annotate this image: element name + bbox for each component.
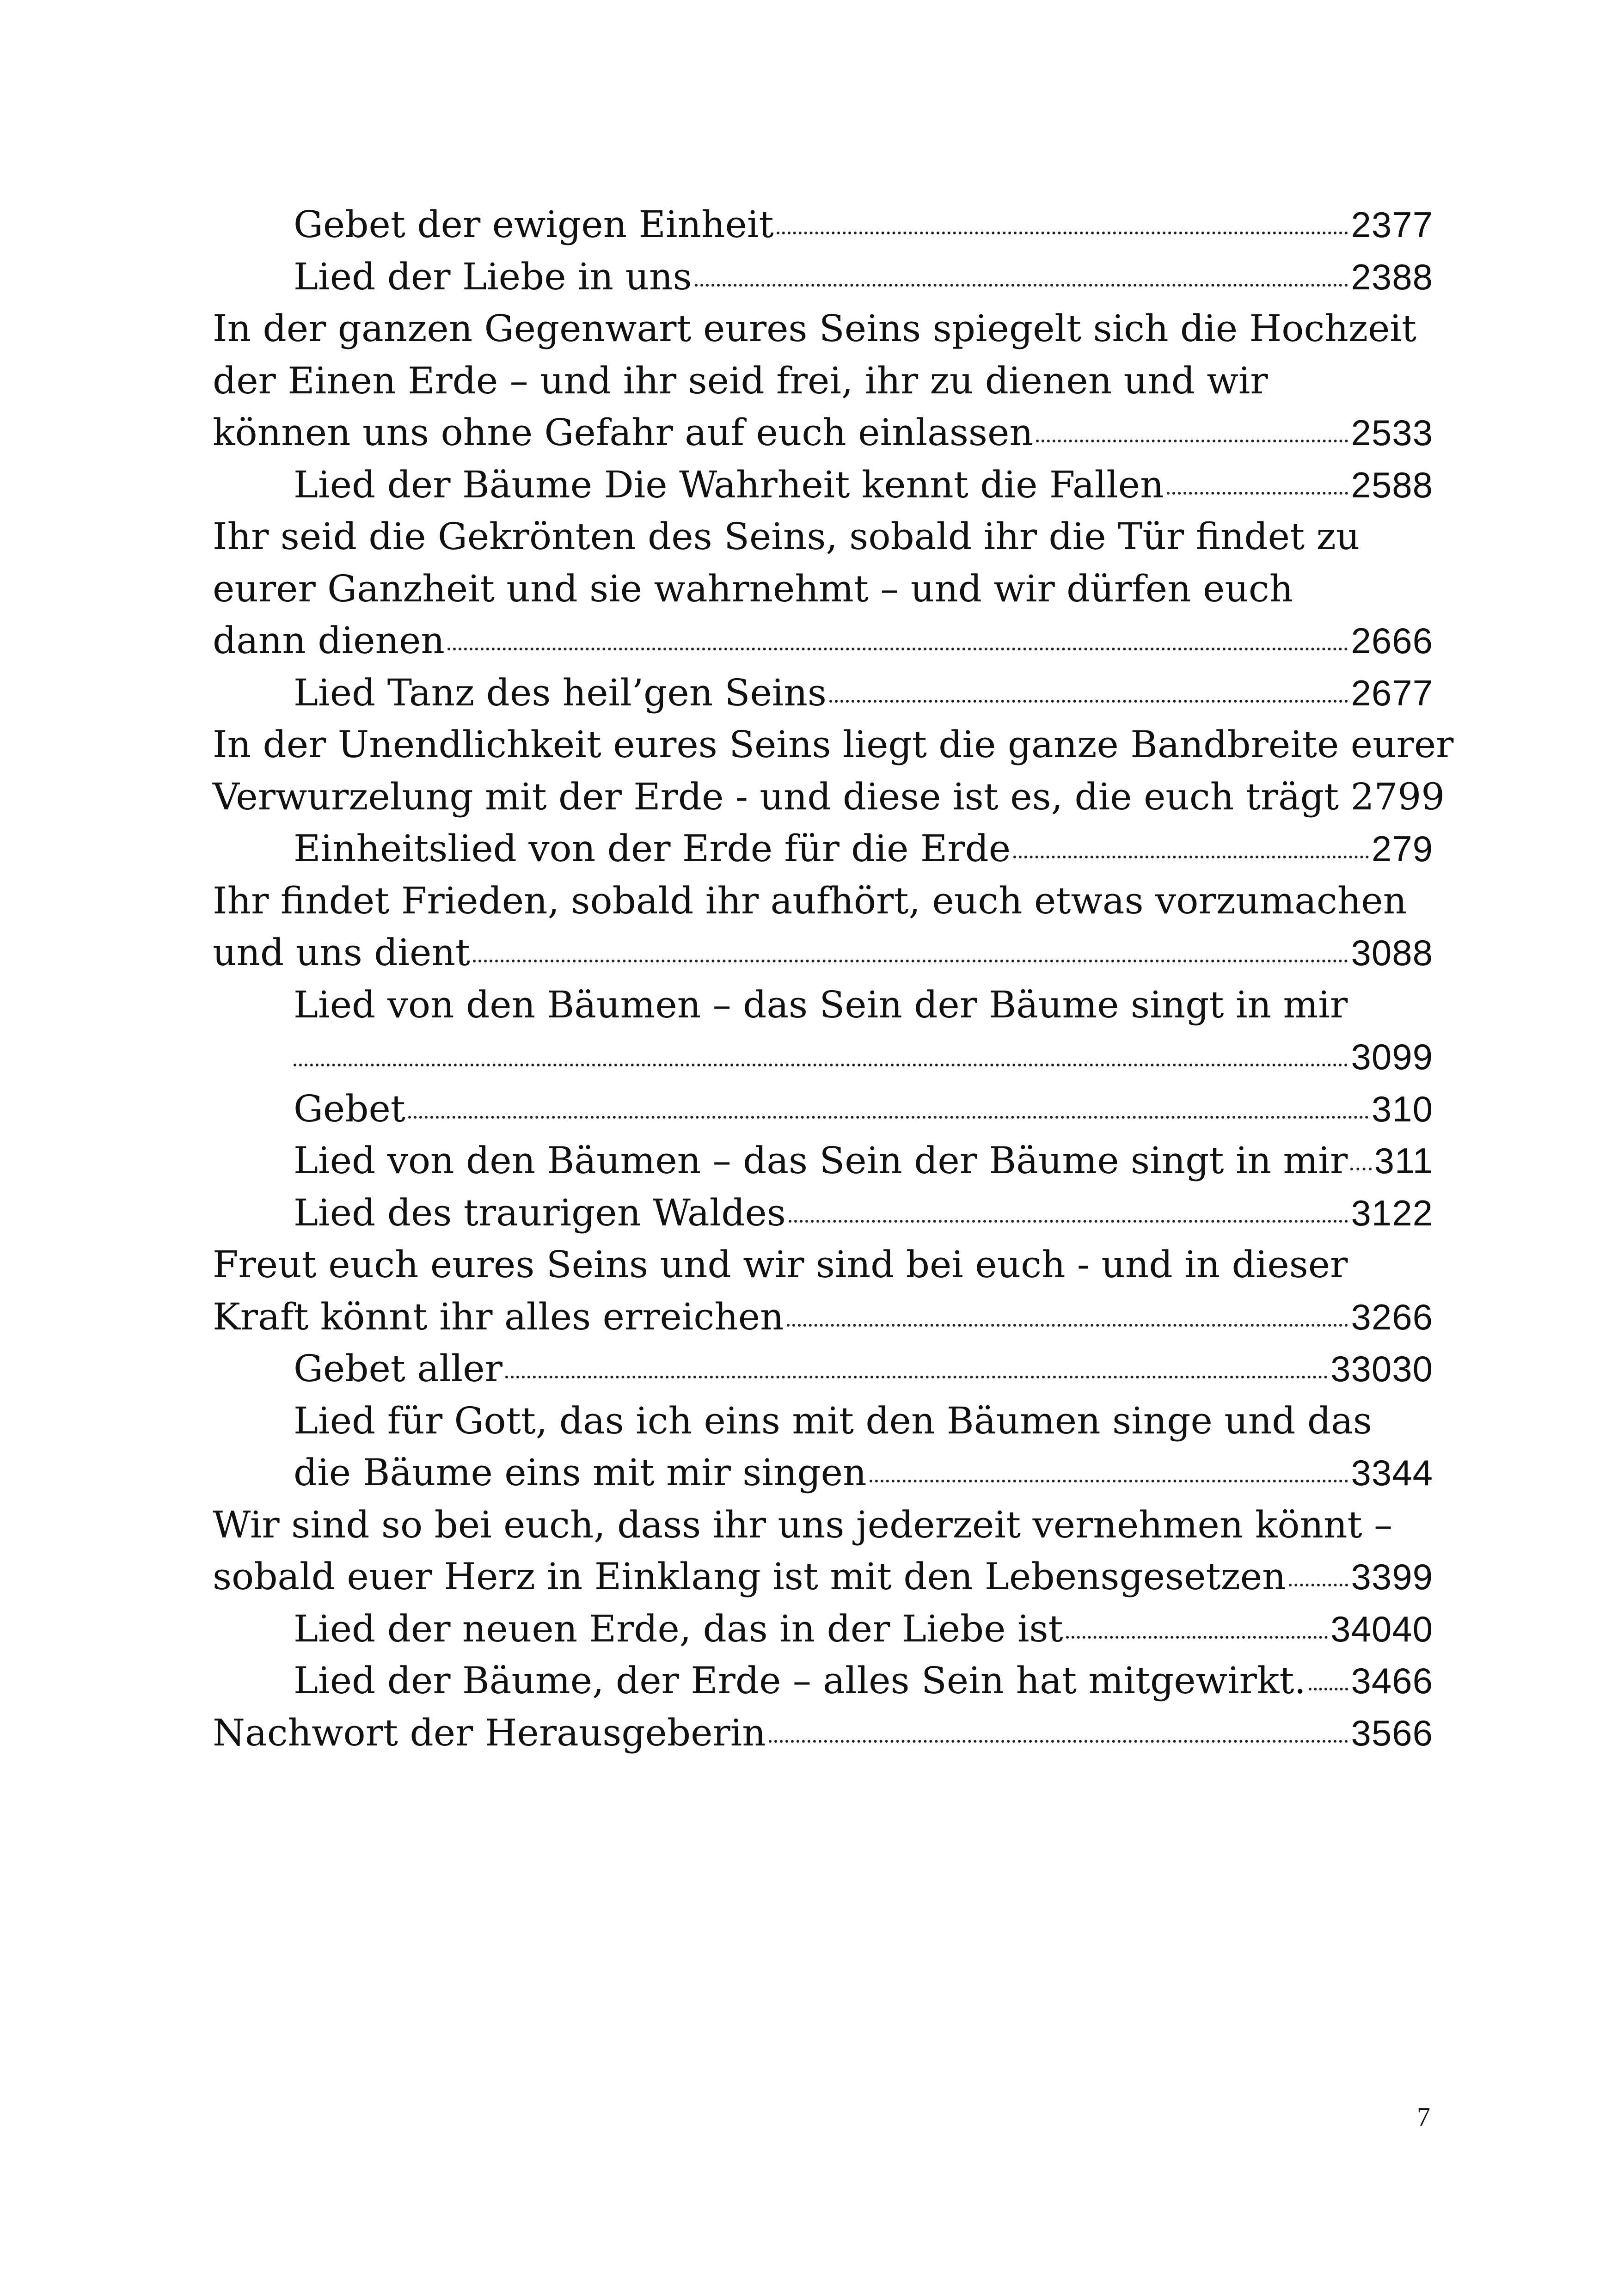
toc-entry [213, 1187, 1433, 1239]
toc-entry-title: können uns ohne Gefahr auf euch einlassen [213, 411, 1033, 454]
toc-entry-line [213, 511, 1433, 563]
toc-entry [213, 927, 1433, 979]
toc-page-number: 2666 [1351, 620, 1433, 661]
toc-page-number: 311 [1374, 1140, 1433, 1181]
toc-entry-title: Freut euch eures Seins und wir sind bei euch - und in dieser [213, 1243, 1348, 1286]
dot-leader [1036, 440, 1348, 442]
toc-entry-title: Lied Tanz des heil’gen Seins [294, 671, 827, 714]
toc-page-number: 3566 [1351, 1712, 1433, 1753]
toc-entry-line [213, 1499, 1433, 1551]
dot-leader [1289, 1584, 1348, 1586]
toc-entry-title: Verwurzelung mit der Erde - und diese ist es, die euch trägt 2799 [213, 775, 1445, 818]
toc-entry-line [213, 719, 1454, 771]
toc-entry-title: Lied von den Bäumen – das Sein der Bäume singt in mir [294, 1139, 1348, 1182]
dot-leader [294, 1064, 1348, 1066]
toc-entry-line [213, 1395, 1433, 1447]
toc-entry-title: Lied des traurigen Waldes [294, 1191, 786, 1234]
toc-page-number: 2533 [1351, 412, 1433, 453]
toc-entry-title: dann dienen [213, 619, 445, 662]
page-number: 7 [1417, 2102, 1430, 2132]
toc-entry-title: Gebet [294, 1087, 405, 1130]
toc-page-number: 3266 [1351, 1296, 1433, 1337]
toc-page-number: 3344 [1351, 1452, 1433, 1493]
toc-entry-title: Ihr seid die Gekrönten des Seins, sobald ihr die Tür findet zu [213, 515, 1360, 558]
toc-entry-line [213, 355, 1433, 407]
toc-entry [213, 1707, 1433, 1759]
toc-entry [213, 1603, 1433, 1655]
toc-page-number: 3099 [1351, 1036, 1433, 1077]
dot-leader [447, 648, 1348, 650]
toc-entry [213, 1655, 1433, 1707]
toc-page-number: 279 [1371, 828, 1433, 869]
toc-entry-title: Ihr findet Frieden, sobald ihr aufhört, euch etwas vorzumachen [213, 879, 1407, 922]
toc-entry-title: Kraft könnt ihr alles erreichen [213, 1295, 784, 1338]
toc-entry [213, 1291, 1433, 1343]
dot-leader [1066, 1636, 1328, 1639]
toc-entry-line [213, 1239, 1433, 1291]
toc-entry-title: die Bäume eins mit mir singen [294, 1451, 867, 1494]
toc-page-number: 34040 [1330, 1608, 1433, 1649]
toc-entry [213, 1447, 1433, 1499]
toc-entry-line [213, 875, 1433, 927]
toc-entry [213, 667, 1433, 719]
dot-leader [1309, 1688, 1348, 1690]
toc-entry [213, 1135, 1433, 1187]
toc-entry [213, 199, 1433, 251]
toc-entry-title: Lied von den Bäumen – das Sein der Bäume singt in mir [294, 983, 1348, 1026]
toc-entry [213, 1083, 1433, 1135]
dot-leader [829, 700, 1348, 703]
toc-page-number: 310 [1371, 1088, 1433, 1129]
toc-entry [213, 251, 1433, 303]
toc-page-number: 2677 [1351, 672, 1433, 713]
dot-leader [1167, 492, 1348, 495]
toc-page-number: 3466 [1351, 1660, 1433, 1701]
toc-entry-title: Gebet aller [294, 1347, 503, 1390]
toc-entry-title: Lied für Gott, das ich eins mit den Bäumen singe und das [294, 1399, 1372, 1442]
dot-leader [408, 1116, 1369, 1119]
toc-page-number: 3088 [1351, 932, 1433, 973]
toc-entry-title: Wir sind so bei euch, dass ihr uns jederzeit vernehmen könnt – [213, 1503, 1393, 1546]
toc-entry [213, 615, 1433, 667]
dot-leader [695, 284, 1348, 287]
toc-entry [213, 1343, 1433, 1395]
toc-page-number: 33030 [1330, 1348, 1433, 1389]
toc-entry-title: Lied der Bäume Die Wahrheit kennt die Fallen [294, 463, 1164, 506]
toc-entry [213, 823, 1433, 875]
dot-leader [870, 1480, 1348, 1482]
dot-leader [787, 1324, 1348, 1327]
toc-entry-line [213, 979, 1433, 1031]
toc-entry-title: In der ganzen Gegenwart eures Seins spiegelt sich die Hochzeit [213, 307, 1417, 350]
dot-leader [1013, 856, 1369, 858]
dot-leader [769, 1740, 1348, 1743]
toc-entry-line [213, 563, 1433, 615]
toc-page-number: 3399 [1351, 1556, 1433, 1597]
toc-entry-title: der Einen Erde – und ihr seid frei, ihr zu dienen und wir [213, 359, 1268, 402]
toc-entry [213, 1031, 1433, 1083]
toc-entry-title: Lied der Bäume, der Erde – alles Sein hat mitgewirkt. [294, 1659, 1306, 1702]
toc-entry-title: sobald euer Herz in Einklang ist mit den Lebensgesetzen [213, 1555, 1286, 1598]
toc-page-number: 2588 [1351, 464, 1433, 505]
table-of-contents [213, 199, 1454, 1759]
dot-leader [777, 232, 1348, 234]
toc-entry-line [213, 771, 1445, 823]
toc-entry-title: und uns dient [213, 931, 471, 974]
toc-entry-title: In der Unendlichkeit eures Seins liegt die ganze Bandbreite eurer [213, 723, 1454, 766]
dot-leader [1350, 1168, 1371, 1170]
toc-entry [213, 459, 1433, 511]
toc-entry-line [213, 303, 1433, 355]
toc-entry-title: Lied der Liebe in uns [294, 255, 692, 298]
toc-page-number: 2388 [1351, 256, 1433, 297]
dot-leader [789, 1220, 1348, 1223]
toc-page-number: 3122 [1351, 1192, 1433, 1233]
toc-entry-title: Nachwort der Herausgeberin [213, 1711, 766, 1754]
dot-leader [505, 1376, 1328, 1378]
dot-leader [473, 960, 1348, 962]
toc-entry [213, 1551, 1433, 1603]
toc-entry-title: eurer Ganzheit und sie wahrnehmt – und wir dürfen euch [213, 567, 1293, 610]
toc-entry-title: Einheitslied von der Erde für die Erde [294, 827, 1011, 870]
toc-entry [213, 407, 1433, 459]
toc-entry-title: Lied der neuen Erde, das in der Liebe ist [294, 1607, 1063, 1650]
toc-page-number: 2377 [1351, 204, 1433, 245]
toc-entry-title: Gebet der ewigen Einheit [294, 203, 774, 246]
